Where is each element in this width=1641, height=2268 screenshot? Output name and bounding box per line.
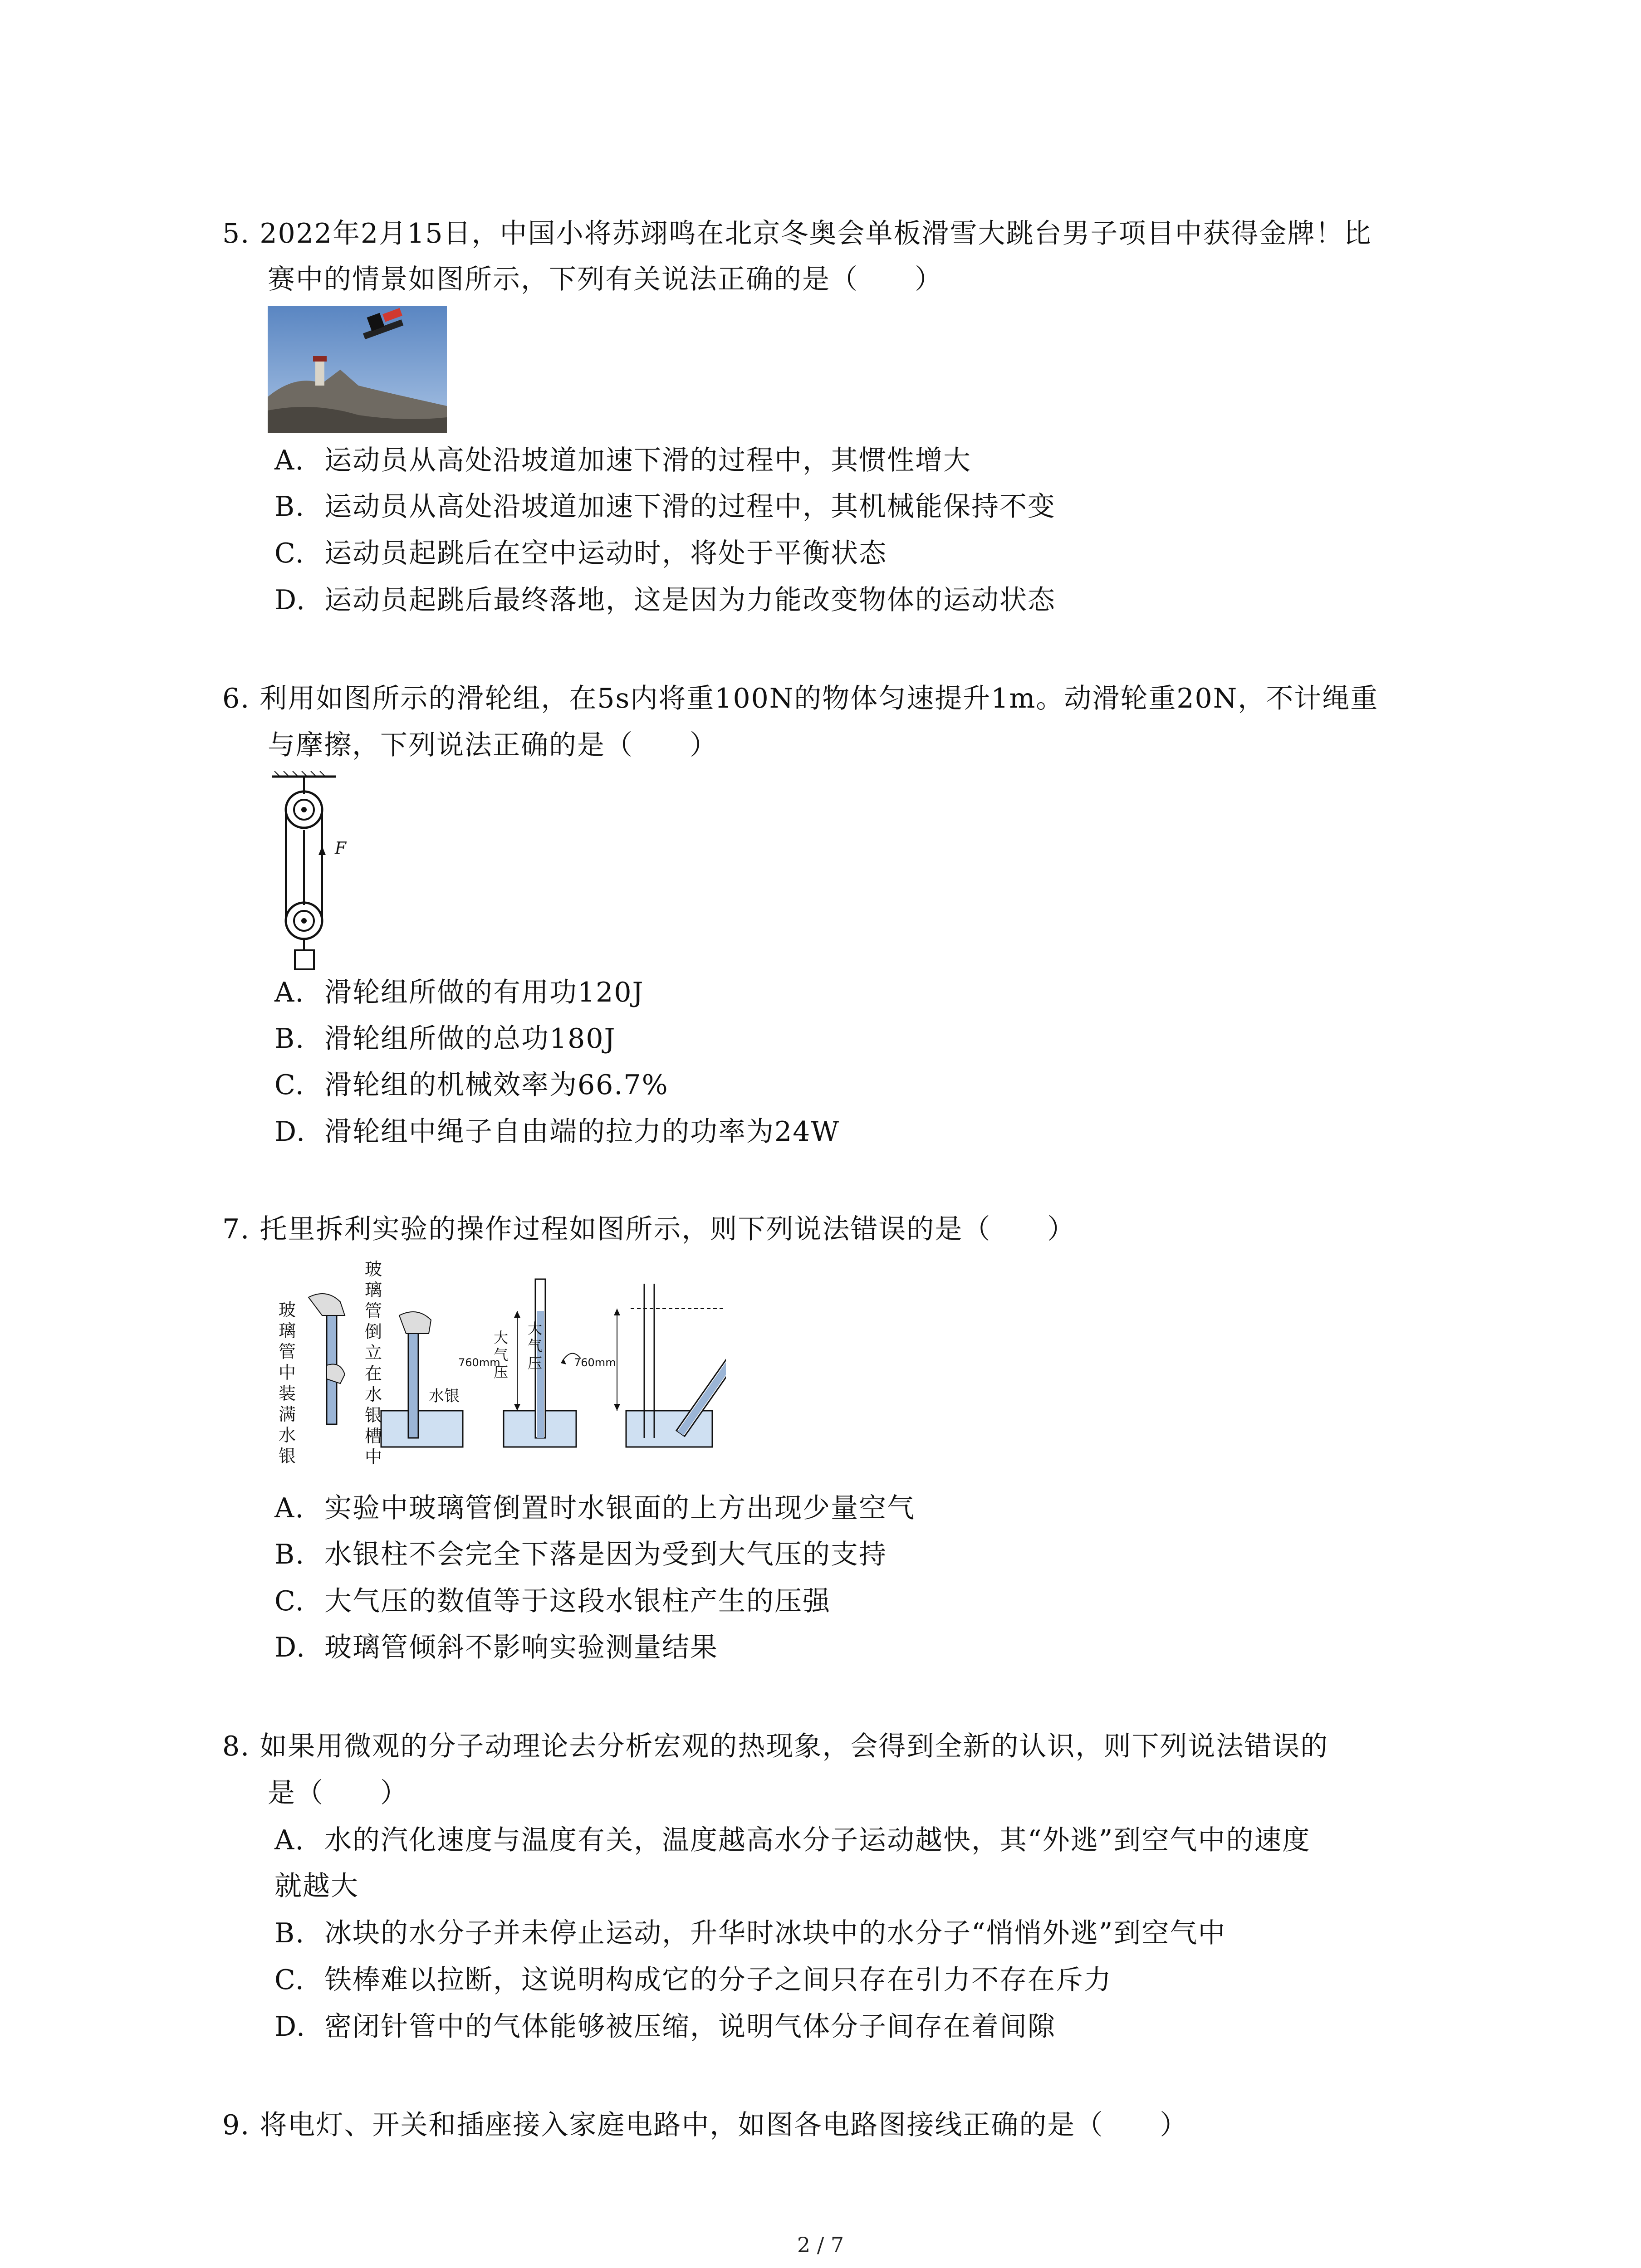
q7-line-1: 7. 托里拆利实验的操作过程如图所示，则下列说法错误的是（ ） [222, 1213, 1076, 1245]
option-letter: B. [274, 1023, 305, 1055]
option-letter: D. [274, 1632, 306, 1663]
option-text: 水银柱不会完全下落是因为受到大气压的支持 [324, 1539, 887, 1570]
option-text: 滑轮组的机械效率为66.7% [324, 1069, 669, 1101]
option-text: 水的汽化速度与温度有关，温度越高水分子运动越快，其“外逃”到空气中的速度 [324, 1824, 1311, 1856]
option-letter: A. [274, 1492, 305, 1524]
pulley-diagram [268, 771, 367, 971]
label-mercury: 水银 [429, 1387, 460, 1405]
option-text: 铁棒难以拉断，这说明构成它的分子之间只存在引力不存在斥力 [324, 1964, 1112, 1996]
label-pressure-1: 大气压 [493, 1329, 508, 1381]
q8-option-c [274, 1962, 1112, 1998]
q7-option-d [274, 1629, 718, 1666]
q8-line-1: 8. 如果用微观的分子动理论去分析宏观的热现象，会得到全新的认识，则下列说法错误的 [222, 1730, 1329, 1762]
q7-option-b [274, 1536, 887, 1573]
option-letter: C. [274, 1964, 305, 1996]
q8-option-a-cont [274, 1868, 359, 1904]
option-letter: C. [274, 1069, 305, 1101]
option-text: 就越大 [274, 1870, 359, 1902]
q5-line-1: 5. 2022年2月15日，中国小将苏翊鸣在北京冬奥会单板滑雪大跳台男子项目中获得金牌！比 [222, 218, 1372, 249]
q7-option-a [274, 1490, 915, 1526]
option-text: 玻璃管倾斜不影响实验测量结果 [324, 1632, 718, 1663]
q5-option-c [274, 535, 887, 572]
q6-line-2: 与摩擦，下列说法正确的是（ ） [268, 729, 718, 761]
q5-option-b [274, 489, 1056, 525]
option-letter: D. [274, 2011, 306, 2043]
option-letter: D. [274, 584, 306, 616]
q5-option-a [274, 442, 971, 479]
q7-option-c [274, 1583, 831, 1619]
q6-option-d [274, 1114, 840, 1150]
page-number: 2 / 7 [797, 2233, 844, 2257]
option-text: 滑轮组中绳子自由端的拉力的功率为24W [324, 1116, 840, 1148]
option-letter: D. [274, 1116, 306, 1148]
q6-option-b [274, 1021, 616, 1057]
option-letter: C. [274, 1585, 305, 1617]
q6-line-1: 6. 利用如图所示的滑轮组，在5s内将重100N的物体匀速提升1m。动滑轮重20N，不计绳重 [222, 683, 1379, 714]
option-text: 运动员起跳后在空中运动时，将处于平衡状态 [324, 538, 887, 569]
label-tube-filled: 玻璃管中装满水银 [278, 1300, 296, 1466]
option-letter: C. [274, 538, 305, 569]
q6-option-c [274, 1067, 669, 1103]
q6-option-a [274, 974, 644, 1011]
q8-option-b [274, 1915, 1226, 1951]
q9-line-1: 9. 将电灯、开关和插座接入家庭电路中，如图各电路图接线正确的是（ ） [222, 2109, 1188, 2141]
option-letter: B. [274, 491, 305, 523]
option-letter: A. [274, 445, 305, 476]
option-text: 滑轮组所做的总功180J [324, 1023, 616, 1055]
force-label: F [335, 839, 346, 858]
label-760mm-1: 760mm [458, 1356, 500, 1369]
snowboard-photo [268, 306, 447, 433]
q8-option-a [274, 1822, 1310, 1858]
label-pressure-2: 大气压 [527, 1320, 542, 1372]
q8-line-2: 是（ ） [268, 1777, 408, 1809]
option-text: 密闭针管中的气体能够被压缩，说明气体分子间存在着间隙 [324, 2011, 1056, 2043]
q8-option-d [274, 2009, 1056, 2045]
label-760mm-2: 760mm [574, 1356, 616, 1369]
option-letter: A. [274, 1824, 305, 1856]
q5-option-d [274, 582, 1056, 618]
q5-line-2: 赛中的情景如图所示，下列有关说法正确的是（ ） [268, 264, 943, 295]
option-text: 运动员起跳后最终落地，这是因为力能改变物体的运动状态 [324, 584, 1056, 616]
option-text: 运动员从高处沿坡道加速下滑的过程中，其机械能保持不变 [324, 491, 1056, 523]
label-tube-inverted: 玻璃管倒立在水银槽中 [364, 1259, 382, 1467]
option-text: 运动员从高处沿坡道加速下滑的过程中，其惯性增大 [324, 445, 971, 476]
option-text: 滑轮组所做的有用功120J [324, 977, 644, 1008]
option-letter: A. [274, 977, 305, 1008]
option-letter: B. [274, 1539, 305, 1570]
option-text: 冰块的水分子并未停止运动，升华时冰块中的水分子“悄悄外逃”到空气中 [324, 1917, 1226, 1949]
option-letter: B. [274, 1917, 305, 1949]
option-text: 实验中玻璃管倒置时水银面的上方出现少量空气 [324, 1492, 915, 1524]
option-text: 大气压的数值等于这段水银柱产生的压强 [324, 1585, 831, 1617]
